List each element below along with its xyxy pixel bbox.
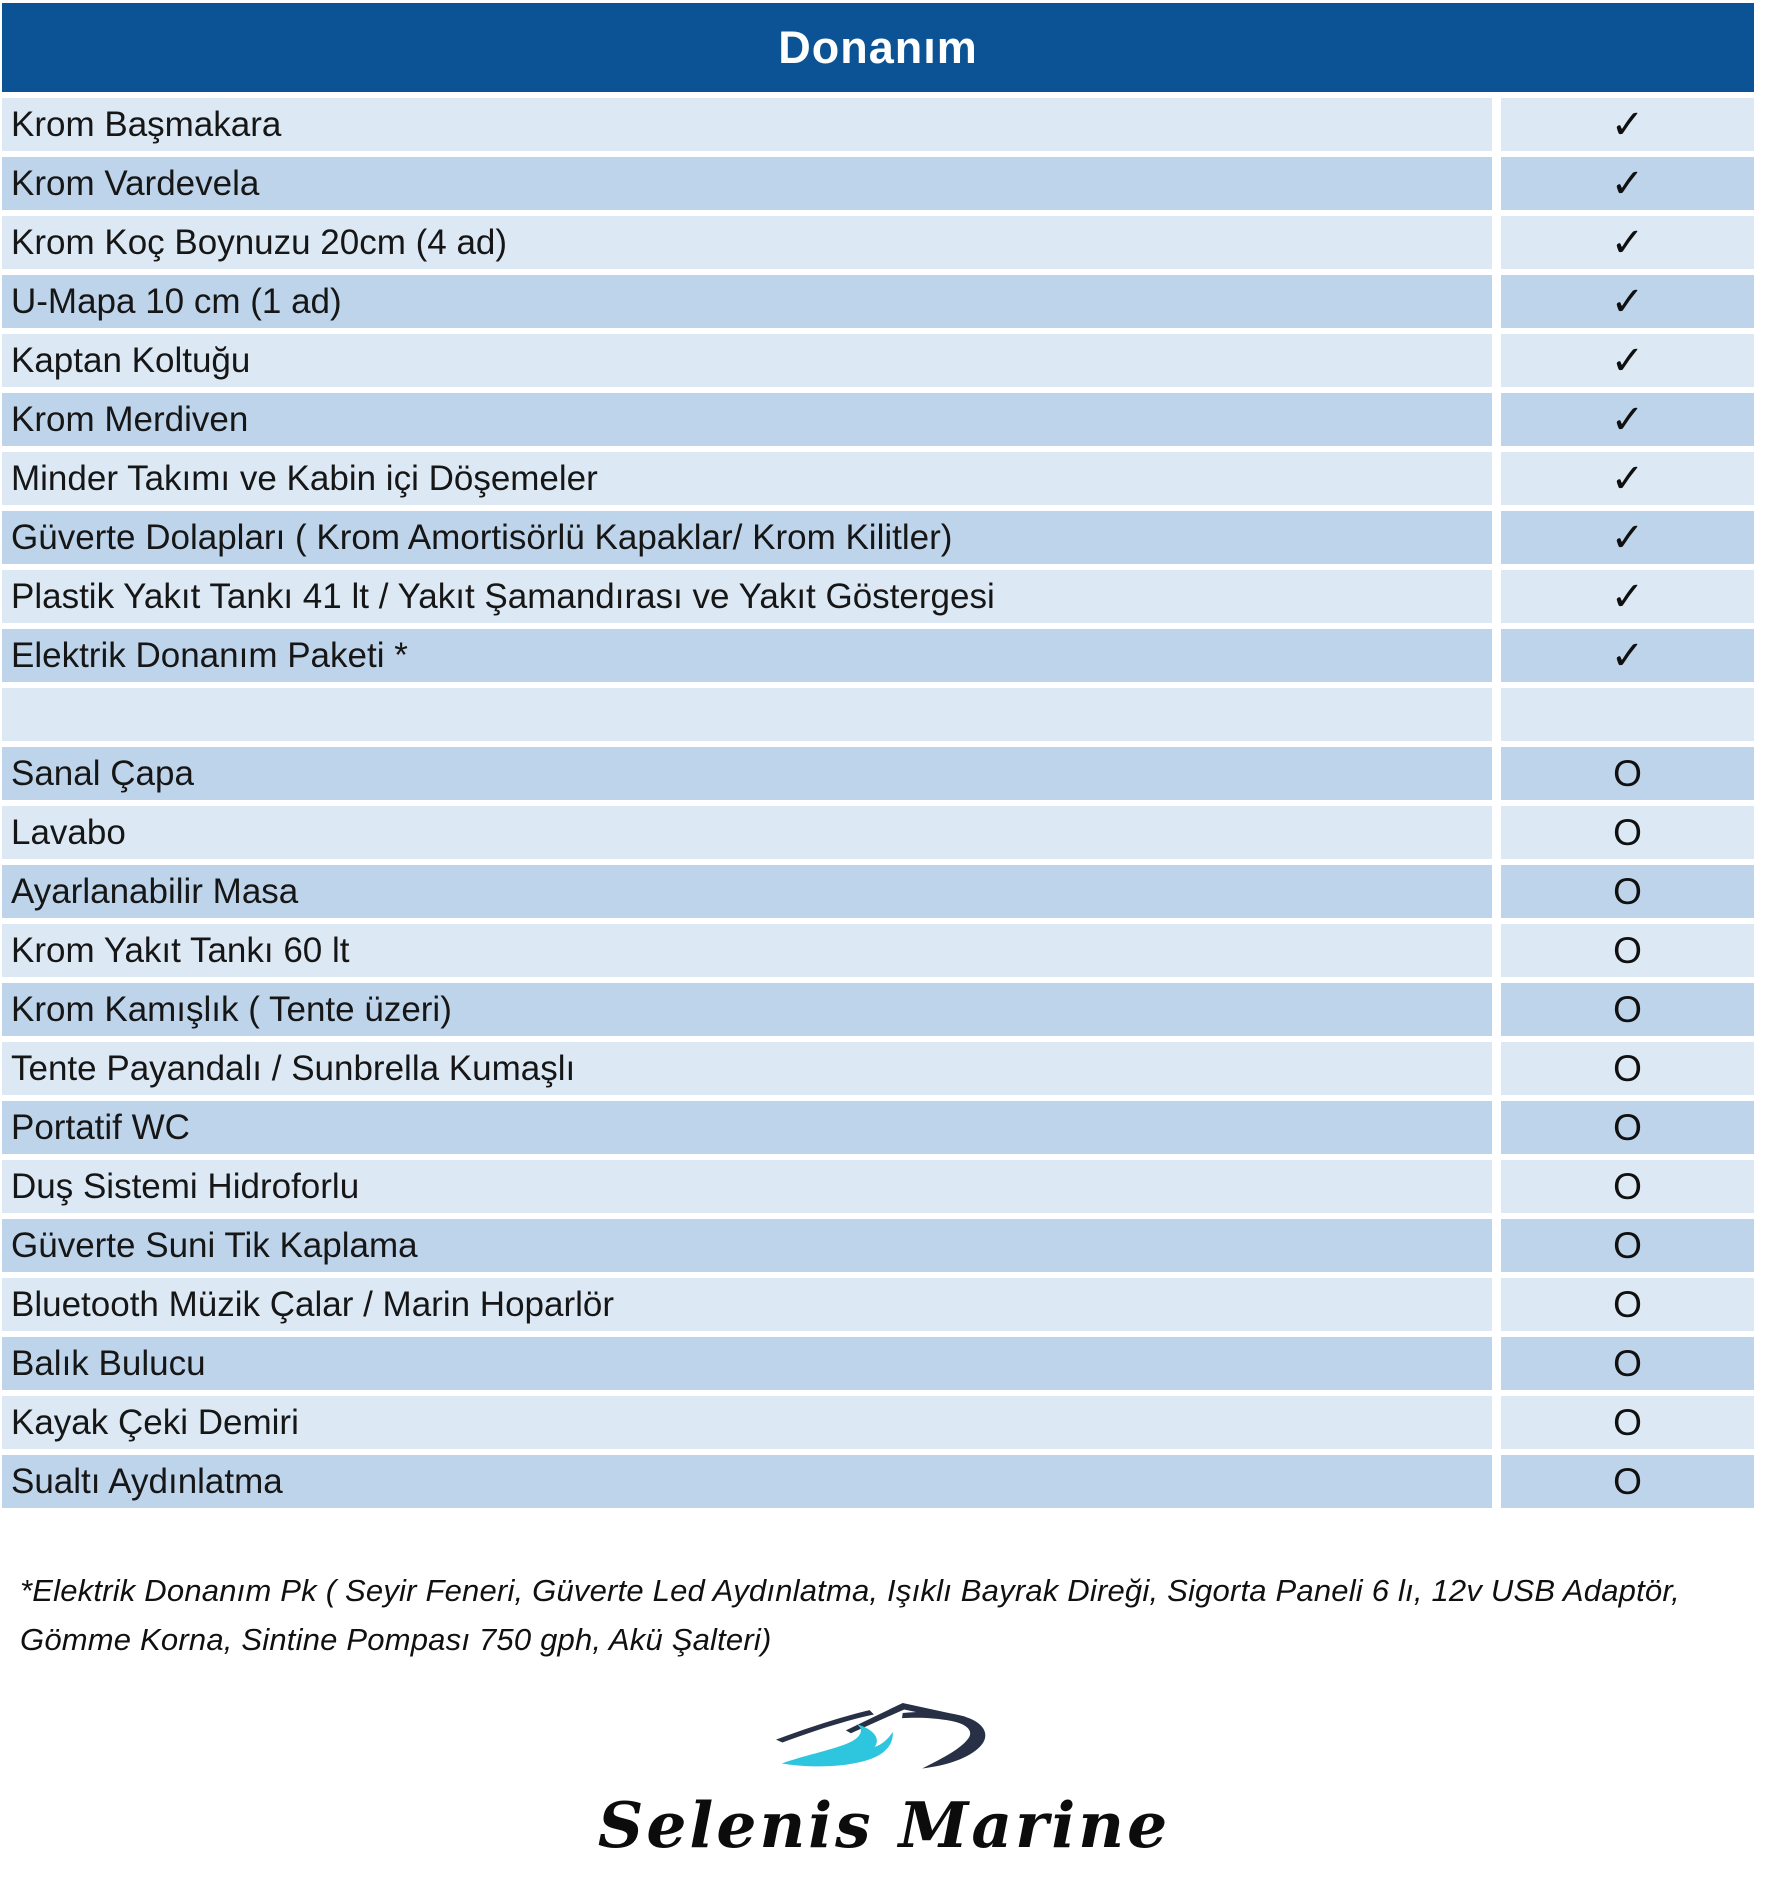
speedboat-icon <box>776 1700 992 1770</box>
table-row <box>2 629 1754 682</box>
table-row <box>2 983 1754 1036</box>
optional-mark: O <box>1501 1160 1754 1213</box>
item-label: Minder Takımı ve Kabin içi Döşemeler <box>2 452 1492 505</box>
optional-mark: O <box>1501 1337 1754 1390</box>
optional-mark: O <box>1501 865 1754 918</box>
included-check-mark: ✓ <box>1501 393 1754 446</box>
table-row <box>2 157 1754 210</box>
equipment-table <box>2 98 1754 1514</box>
optional-mark: O <box>1501 1101 1754 1154</box>
optional-mark: O <box>1501 1219 1754 1272</box>
table-row <box>2 1337 1754 1390</box>
brand-logo <box>0 1700 1768 1862</box>
table-row <box>2 1042 1754 1095</box>
table-row <box>2 98 1754 151</box>
item-label: Kayak Çeki Demiri <box>2 1396 1492 1449</box>
optional-mark: O <box>1501 806 1754 859</box>
item-label: Krom Koç Boynuzu 20cm (4 ad) <box>2 216 1492 269</box>
table-row <box>2 688 1754 741</box>
item-label: Güverte Dolapları ( Krom Amortisörlü Kapaklar/ Krom Kilitler) <box>2 511 1492 564</box>
item-label: Tente Payandalı / Sunbrella Kumaşlı <box>2 1042 1492 1095</box>
item-label <box>2 688 1492 741</box>
item-label: Güverte Suni Tik Kaplama <box>2 1219 1492 1272</box>
item-label: Kaptan Koltuğu <box>2 334 1492 387</box>
table-row <box>2 1455 1754 1508</box>
table-row <box>2 1278 1754 1331</box>
table-row <box>2 452 1754 505</box>
included-check-mark: ✓ <box>1501 98 1754 151</box>
table-header <box>2 3 1754 92</box>
table-row <box>2 275 1754 328</box>
item-label: Krom Vardevela <box>2 157 1492 210</box>
optional-mark: O <box>1501 1042 1754 1095</box>
item-label: Elektrik Donanım Paketi * <box>2 629 1492 682</box>
table-row <box>2 865 1754 918</box>
table-row <box>2 216 1754 269</box>
footnote <box>20 1566 1680 1664</box>
optional-mark: O <box>1501 747 1754 800</box>
included-check-mark: ✓ <box>1501 511 1754 564</box>
item-label: Portatif WC <box>2 1101 1492 1154</box>
table-row <box>2 747 1754 800</box>
item-label: Krom Yakıt Tankı 60 lt <box>2 924 1492 977</box>
item-label: Krom Kamışlık ( Tente üzeri) <box>2 983 1492 1036</box>
table-row <box>2 1101 1754 1154</box>
item-label: Ayarlanabilir Masa <box>2 865 1492 918</box>
included-check-mark: ✓ <box>1501 334 1754 387</box>
item-label: Bluetooth Müzik Çalar / Marin Hoparlör <box>2 1278 1492 1331</box>
optional-mark: O <box>1501 1278 1754 1331</box>
optional-mark: O <box>1501 1396 1754 1449</box>
included-check-mark: ✓ <box>1501 275 1754 328</box>
page-title: Donanım <box>778 21 978 73</box>
item-label: Krom Başmakara <box>2 98 1492 151</box>
item-label: Lavabo <box>2 806 1492 859</box>
table-row <box>2 511 1754 564</box>
included-check-mark: ✓ <box>1501 452 1754 505</box>
table-row <box>2 1219 1754 1272</box>
item-label: Plastik Yakıt Tankı 41 lt / Yakıt Şamandırası ve Yakıt Göstergesi <box>2 570 1492 623</box>
table-row <box>2 1396 1754 1449</box>
table-row <box>2 393 1754 446</box>
optional-mark: O <box>1501 983 1754 1036</box>
brand-name: Selenis Marine <box>597 1788 1171 1862</box>
empty-mark <box>1501 688 1754 741</box>
included-check-mark: ✓ <box>1501 157 1754 210</box>
item-label: Sanal Çapa <box>2 747 1492 800</box>
optional-mark: O <box>1501 1455 1754 1508</box>
table-row <box>2 806 1754 859</box>
item-label: Krom Merdiven <box>2 393 1492 446</box>
table-row <box>2 924 1754 977</box>
table-row <box>2 334 1754 387</box>
item-label: U-Mapa 10 cm (1 ad) <box>2 275 1492 328</box>
item-label: Sualtı Aydınlatma <box>2 1455 1492 1508</box>
item-label: Duş Sistemi Hidroforlu <box>2 1160 1492 1213</box>
footnote-line-1: *Elektrik Donanım Pk ( Seyir Feneri, Güverte Led Aydınlatma, Işıklı Bayrak Direği, Sigorta Paneli 6 lı, 12v USB Adaptör, <box>20 1573 1680 1608</box>
footnote-line-2: Gömme Korna, Sintine Pompası 750 gph, Akü Şalteri) <box>20 1622 772 1657</box>
included-check-mark: ✓ <box>1501 570 1754 623</box>
optional-mark: O <box>1501 924 1754 977</box>
included-check-mark: ✓ <box>1501 216 1754 269</box>
table-row <box>2 570 1754 623</box>
item-label: Balık Bulucu <box>2 1337 1492 1390</box>
table-row <box>2 1160 1754 1213</box>
included-check-mark: ✓ <box>1501 629 1754 682</box>
